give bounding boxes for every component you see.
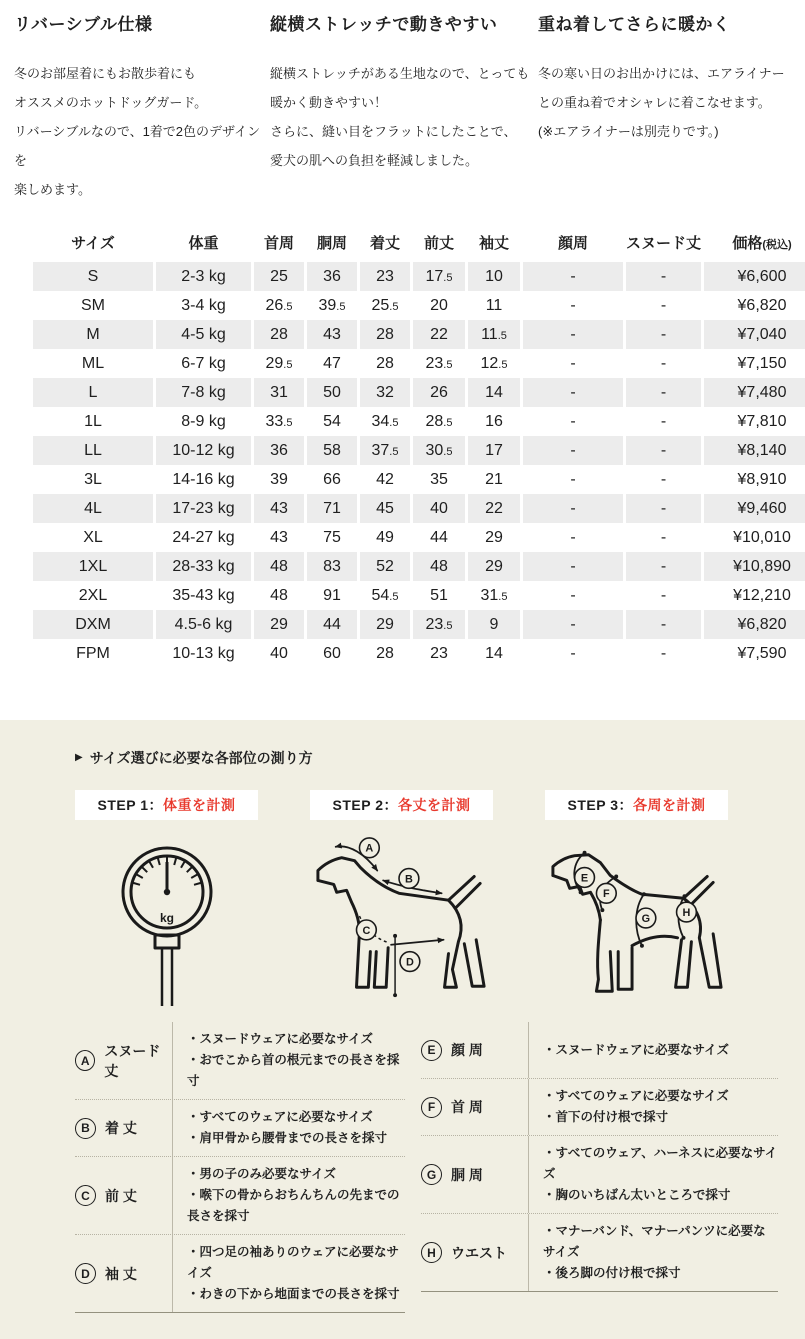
cell-6: 22 (468, 494, 520, 523)
text-line: との重ね着でオシャレに着こなせます。 (538, 95, 771, 110)
text-line: ・スヌードウェアに必要なサイズ (543, 1042, 730, 1057)
cell-6: 12.5 (480, 354, 508, 372)
cell-9: ¥7,480 (704, 378, 805, 407)
cell-7: - (570, 644, 576, 662)
cell-5: 35 (430, 470, 448, 488)
cell-2: 29 (254, 610, 304, 639)
cell-0: 1L (84, 412, 102, 430)
cell-6: 21 (485, 470, 503, 488)
cell-5: 20 (430, 296, 448, 314)
column-header-small: (税込) (762, 238, 792, 251)
cell-9: ¥6,600 (704, 262, 805, 291)
cell-4: 32 (360, 378, 410, 407)
text-line: 愛犬の肌への負担を軽減しました。 (270, 153, 479, 168)
cell-5: 23.5 (413, 610, 465, 639)
cell-7: - (523, 610, 623, 639)
column-header-1: 体重 (188, 234, 219, 252)
dog-girths-illustration (545, 830, 728, 1010)
text-line: (※エアライナーは別売りです。) (538, 124, 719, 139)
table-row (33, 639, 805, 668)
measure-guide-section (0, 720, 805, 1339)
cell-2: 40 (270, 644, 288, 662)
cell-1: 28-33 kg (156, 552, 251, 581)
table-row (33, 494, 805, 523)
cell-9: ¥7,040 (704, 320, 805, 349)
text-line: ・四つ足の袖ありのウェアに必要なサイズ (187, 1245, 400, 1280)
cell-6: 31.5 (480, 586, 508, 604)
cell-7: - (570, 586, 576, 604)
cell-0: 4L (33, 494, 153, 523)
feature-title: 重ね着してさらに暖かく (538, 15, 731, 34)
cell-3: 83 (307, 552, 357, 581)
cell-1: 8-9 kg (181, 412, 226, 430)
cell-0: ML (81, 354, 105, 372)
cell-5: 48 (413, 552, 465, 581)
cell-2: 33.5 (265, 412, 293, 430)
cell-4: 29 (360, 610, 410, 639)
table-header-row (33, 222, 805, 262)
cell-6: 29 (485, 528, 503, 546)
cell-7: - (523, 436, 623, 465)
cell-3: 58 (307, 436, 357, 465)
legend-item-face-girth (421, 1022, 778, 1079)
svg-text:B: B (404, 873, 413, 886)
marker-C (356, 920, 376, 940)
legend-item-front-length (75, 1157, 405, 1235)
legend-item-chest-girth (421, 1136, 778, 1214)
cell-6: 11 (485, 296, 503, 314)
marker-F (596, 883, 616, 903)
cell-6: 29 (468, 552, 520, 581)
column-header-5: 前丈 (423, 234, 454, 252)
cell-0: L (33, 378, 153, 407)
legend-item-neck-girth (421, 1079, 778, 1136)
text-line: ・すべてのウェアに必要なサイズ (543, 1089, 729, 1103)
cell-0: 3L (84, 470, 102, 488)
scale-unit-label: kg (159, 911, 174, 925)
svg-text:F: F (603, 888, 610, 901)
cell-4: 52 (360, 552, 410, 581)
legend-label: スヌード丈 (104, 1042, 161, 1079)
text-line: ・首下の付け根で採寸 (543, 1110, 669, 1124)
table-row (33, 378, 805, 407)
cell-0: LL (33, 436, 153, 465)
cell-3: 47 (323, 354, 341, 372)
cell-9: ¥6,820 (704, 610, 805, 639)
text-line: リバーシブルなので、1着で2色のデザインを (14, 124, 261, 168)
cell-7: - (523, 494, 623, 523)
cell-8: - (660, 412, 667, 430)
svg-text:C: C (362, 924, 371, 937)
cell-7: - (523, 552, 623, 581)
cell-2: 43 (254, 494, 304, 523)
text-line: ・すべてのウェアに必要なサイズ (187, 1110, 373, 1124)
cell-1: 4.5-6 kg (156, 610, 251, 639)
text-line: ・肩甲骨から腰骨までの長さを採寸 (187, 1131, 388, 1145)
cell-8: - (626, 552, 701, 581)
column-header-7: 顔周 (557, 234, 588, 252)
cell-5: 44 (430, 528, 448, 546)
column-header-0: サイズ (71, 234, 115, 252)
cell-4: 28 (376, 354, 394, 372)
step2-box (310, 790, 493, 820)
cell-2: 31 (254, 378, 304, 407)
step3-label: 各周を計測 (633, 797, 706, 813)
feature-section (0, 0, 805, 204)
illustrations-row (75, 830, 805, 1010)
triangle-icon: ▶ (75, 752, 83, 763)
cell-3: 43 (307, 320, 357, 349)
marker-E (575, 868, 595, 888)
letter-circle-g: G (421, 1164, 442, 1185)
feature-title: 縦横ストレッチで動きやすい (270, 15, 498, 34)
size-table-section (30, 222, 790, 668)
cell-3: 50 (307, 378, 357, 407)
text-line: 楽しめます。 (14, 182, 91, 197)
cell-3: 91 (323, 586, 341, 604)
table-row (33, 407, 805, 436)
legend-label: 胴 周 (451, 1166, 483, 1183)
legend-label: 着 丈 (105, 1120, 137, 1136)
legend-label: 首 周 (451, 1099, 483, 1115)
cell-8: - (660, 528, 667, 546)
text-line: 冬の寒い日のお出かけには、エアライナー (538, 66, 785, 81)
svg-text:H: H (682, 907, 691, 920)
dog-lengths-illustration (310, 830, 493, 1010)
cell-9: ¥7,150 (737, 354, 787, 372)
cell-9: ¥10,890 (704, 552, 805, 581)
letter-circle-e: E (421, 1040, 442, 1061)
column-header-3: 胴周 (316, 234, 347, 252)
step1-prefix: STEP 1： (97, 797, 163, 813)
table-row (33, 465, 805, 494)
column-header-2: 首周 (263, 234, 294, 252)
cell-7: - (523, 320, 623, 349)
legend-label: 顔 周 (451, 1042, 483, 1058)
cell-1: 3-4 kg (181, 296, 226, 314)
cell-5: 40 (413, 494, 465, 523)
cell-5: 26 (413, 378, 465, 407)
cell-6: 9 (468, 610, 520, 639)
cell-4: 34.5 (371, 412, 399, 430)
feature-text (538, 59, 791, 146)
cell-1: 24-27 kg (172, 528, 235, 546)
cell-4: 28 (376, 644, 394, 662)
legend-desc (172, 1022, 405, 1099)
text-line: ・すべてのウェア、ハーネスに必要なサイズ (543, 1146, 778, 1181)
cell-4: 45 (360, 494, 410, 523)
text-line: 冬のお部屋着にもお散歩着にも (14, 66, 197, 81)
cell-8: - (626, 262, 701, 291)
marker-B (399, 869, 419, 889)
scale-icon (92, 830, 242, 1010)
marker-D (400, 952, 420, 972)
cell-5: 51 (430, 586, 448, 604)
cell-5: 28.5 (425, 412, 453, 430)
measure-legend (75, 1022, 805, 1313)
cell-2: 48 (254, 552, 304, 581)
text-line: ・おでこから首の根元までの長さを採寸 (187, 1053, 400, 1088)
cell-6: 16 (485, 412, 503, 430)
cell-3: 66 (323, 470, 341, 488)
cell-2: 43 (270, 528, 288, 546)
svg-text:E: E (580, 872, 589, 885)
cell-8: - (626, 378, 701, 407)
cell-1: 35-43 kg (172, 586, 235, 604)
cell-8: - (660, 586, 667, 604)
legend-desc (528, 1079, 729, 1135)
legend-label: ウエスト (451, 1244, 507, 1261)
letter-circle-h: H (421, 1242, 442, 1263)
cell-1: 2-3 kg (156, 262, 251, 291)
cell-4: 54.5 (371, 586, 399, 604)
svg-text:A: A (365, 842, 374, 855)
step3-prefix: STEP 3： (567, 797, 633, 813)
table-row (33, 349, 805, 378)
marker-G (636, 908, 656, 928)
letter-circle-b: B (75, 1118, 96, 1139)
cell-0: FPM (76, 644, 110, 662)
text-line: ・男の子のみ必要なサイズ (187, 1167, 337, 1181)
legend-label: 前 丈 (105, 1187, 137, 1204)
cell-1: 10-12 kg (156, 436, 251, 465)
cell-0: M (33, 320, 153, 349)
cell-1: 6-7 kg (181, 354, 226, 372)
column-header-8: スヌード丈 (626, 234, 702, 252)
table-row (33, 436, 805, 465)
cell-0: XL (83, 528, 103, 546)
legend-left-column (75, 1022, 405, 1313)
column-header-4: 着丈 (369, 234, 400, 252)
feature-stretch (270, 10, 538, 204)
cell-7: - (570, 412, 576, 430)
cell-0: DXM (33, 610, 153, 639)
cell-7: - (570, 354, 576, 372)
feature-text (270, 59, 538, 175)
measure-guide-title (75, 748, 805, 768)
cell-3: 71 (307, 494, 357, 523)
cell-8: - (660, 296, 667, 314)
cell-3: 44 (307, 610, 357, 639)
cell-1: 4-5 kg (156, 320, 251, 349)
cell-0: 2XL (78, 586, 108, 604)
cell-7: - (570, 296, 576, 314)
feature-reversible (14, 10, 270, 204)
column-header-6: 袖丈 (478, 234, 509, 252)
table-row (33, 262, 805, 291)
cell-4: 25.5 (371, 296, 399, 314)
cell-3: 60 (323, 644, 341, 662)
cell-2: 36 (254, 436, 304, 465)
legend-item-back-length (75, 1100, 405, 1157)
cell-0: S (33, 262, 153, 291)
cell-8: - (626, 320, 701, 349)
cell-8: - (626, 494, 701, 523)
measure-guide-title-text: サイズ選びに必要な各部位の測り方 (89, 750, 313, 766)
text-line: ・胸のいちばん太いところで採寸 (543, 1188, 731, 1202)
cell-0: SM (81, 296, 105, 314)
table-row (33, 291, 805, 320)
text-line: ・喉下の骨からおちんちんの先までの長さを採寸 (187, 1188, 400, 1223)
step3-box (545, 790, 728, 820)
cell-1: 14-16 kg (172, 470, 235, 488)
legend-right-column (421, 1022, 778, 1313)
feature-text (14, 59, 270, 204)
legend-desc (172, 1100, 387, 1156)
size-table (30, 222, 805, 668)
step-boxes (75, 790, 805, 820)
cell-8: - (660, 644, 667, 662)
text-line: ・後ろ脚の付け根で採寸 (543, 1266, 681, 1280)
text-line: 暖かく動きやすい！ (270, 95, 388, 110)
cell-9: ¥6,820 (737, 296, 787, 314)
letter-circle-d: D (75, 1263, 96, 1284)
table-row (33, 581, 805, 610)
step1-box (75, 790, 258, 820)
cell-3: 75 (323, 528, 341, 546)
legend-item-sleeve-length (75, 1235, 405, 1313)
cell-4: 49 (376, 528, 394, 546)
cell-8: - (660, 470, 667, 488)
cell-9: ¥7,810 (737, 412, 787, 430)
cell-7: - (570, 528, 576, 546)
dog-girths-icon (545, 830, 728, 1010)
legend-item-snood-length (75, 1022, 405, 1100)
cell-5: 22 (413, 320, 465, 349)
cell-9: ¥12,210 (733, 586, 791, 604)
cell-6: 10 (468, 262, 520, 291)
cell-1: 17-23 kg (156, 494, 251, 523)
legend-label: 袖 丈 (105, 1265, 137, 1282)
cell-5: 23 (430, 644, 448, 662)
cell-1: 7-8 kg (156, 378, 251, 407)
cell-9: ¥9,460 (704, 494, 805, 523)
cell-8: - (626, 436, 701, 465)
table-row (33, 610, 805, 639)
letter-circle-a: A (75, 1050, 95, 1071)
legend-desc (528, 1022, 729, 1078)
cell-3: 36 (307, 262, 357, 291)
cell-2: 25 (254, 262, 304, 291)
legend-item-waist (421, 1214, 778, 1292)
cell-9: ¥10,010 (733, 528, 791, 546)
cell-6: 14 (468, 378, 520, 407)
cell-9: ¥7,590 (737, 644, 787, 662)
cell-1: 10-13 kg (172, 644, 235, 662)
table-row (33, 552, 805, 581)
cell-7: - (523, 262, 623, 291)
cell-5: 30.5 (413, 436, 465, 465)
cell-9: ¥8,910 (737, 470, 787, 488)
cell-0: 1XL (33, 552, 153, 581)
cell-2: 26.5 (265, 296, 293, 314)
text-line: ・スヌードウェアに必要なサイズ (187, 1032, 374, 1046)
cell-9: ¥8,140 (704, 436, 805, 465)
letter-circle-f: F (421, 1097, 442, 1118)
cell-3: 54 (323, 412, 341, 430)
cell-6: 14 (485, 644, 503, 662)
text-line: ・わきの下から地面までの長さを採寸 (187, 1287, 400, 1301)
step2-label: 各丈を計測 (398, 797, 471, 813)
cell-6: 11.5 (468, 320, 520, 349)
svg-text:D: D (405, 956, 414, 969)
cell-4: 28 (360, 320, 410, 349)
text-line: さらに、縫い目をフラットにしたことで、 (270, 124, 517, 139)
scale-illustration (75, 830, 258, 1010)
legend-desc (172, 1157, 405, 1234)
letter-circle-c: C (75, 1185, 96, 1206)
cell-4: 23 (360, 262, 410, 291)
step2-prefix: STEP 2： (332, 797, 398, 813)
table-row (33, 523, 805, 552)
text-line: オススメのホットドッグガード。 (14, 95, 208, 110)
cell-2: 28 (254, 320, 304, 349)
legend-desc (528, 1214, 778, 1291)
step1-label: 体重を計測 (163, 797, 236, 813)
text-line: ・マナーバンド、マナーパンツに必要なサイズ (543, 1224, 766, 1259)
cell-5: 17.5 (413, 262, 465, 291)
feature-title: リバーシブル仕様 (14, 15, 153, 34)
cell-6: 17 (468, 436, 520, 465)
dog-lengths-icon (310, 830, 493, 1010)
feature-layering (538, 10, 791, 204)
cell-7: - (523, 378, 623, 407)
cell-4: 42 (376, 470, 394, 488)
cell-8: - (626, 610, 701, 639)
cell-2: 39 (270, 470, 288, 488)
cell-2: 48 (270, 586, 288, 604)
cell-2: 29.5 (265, 354, 293, 372)
cell-4: 37.5 (360, 436, 410, 465)
cell-3: 39.5 (318, 296, 346, 314)
cell-5: 23.5 (425, 354, 453, 372)
svg-text:G: G (641, 912, 651, 925)
table-row (33, 320, 805, 349)
legend-desc (528, 1136, 778, 1213)
legend-desc (172, 1235, 405, 1312)
text-line: 縦横ストレッチがある生地なので、とっても (270, 66, 530, 81)
marker-H (677, 902, 697, 922)
cell-7: - (570, 470, 576, 488)
column-header-9: 価格(税込) (732, 234, 792, 252)
marker-A (359, 838, 379, 858)
cell-8: - (660, 354, 667, 372)
